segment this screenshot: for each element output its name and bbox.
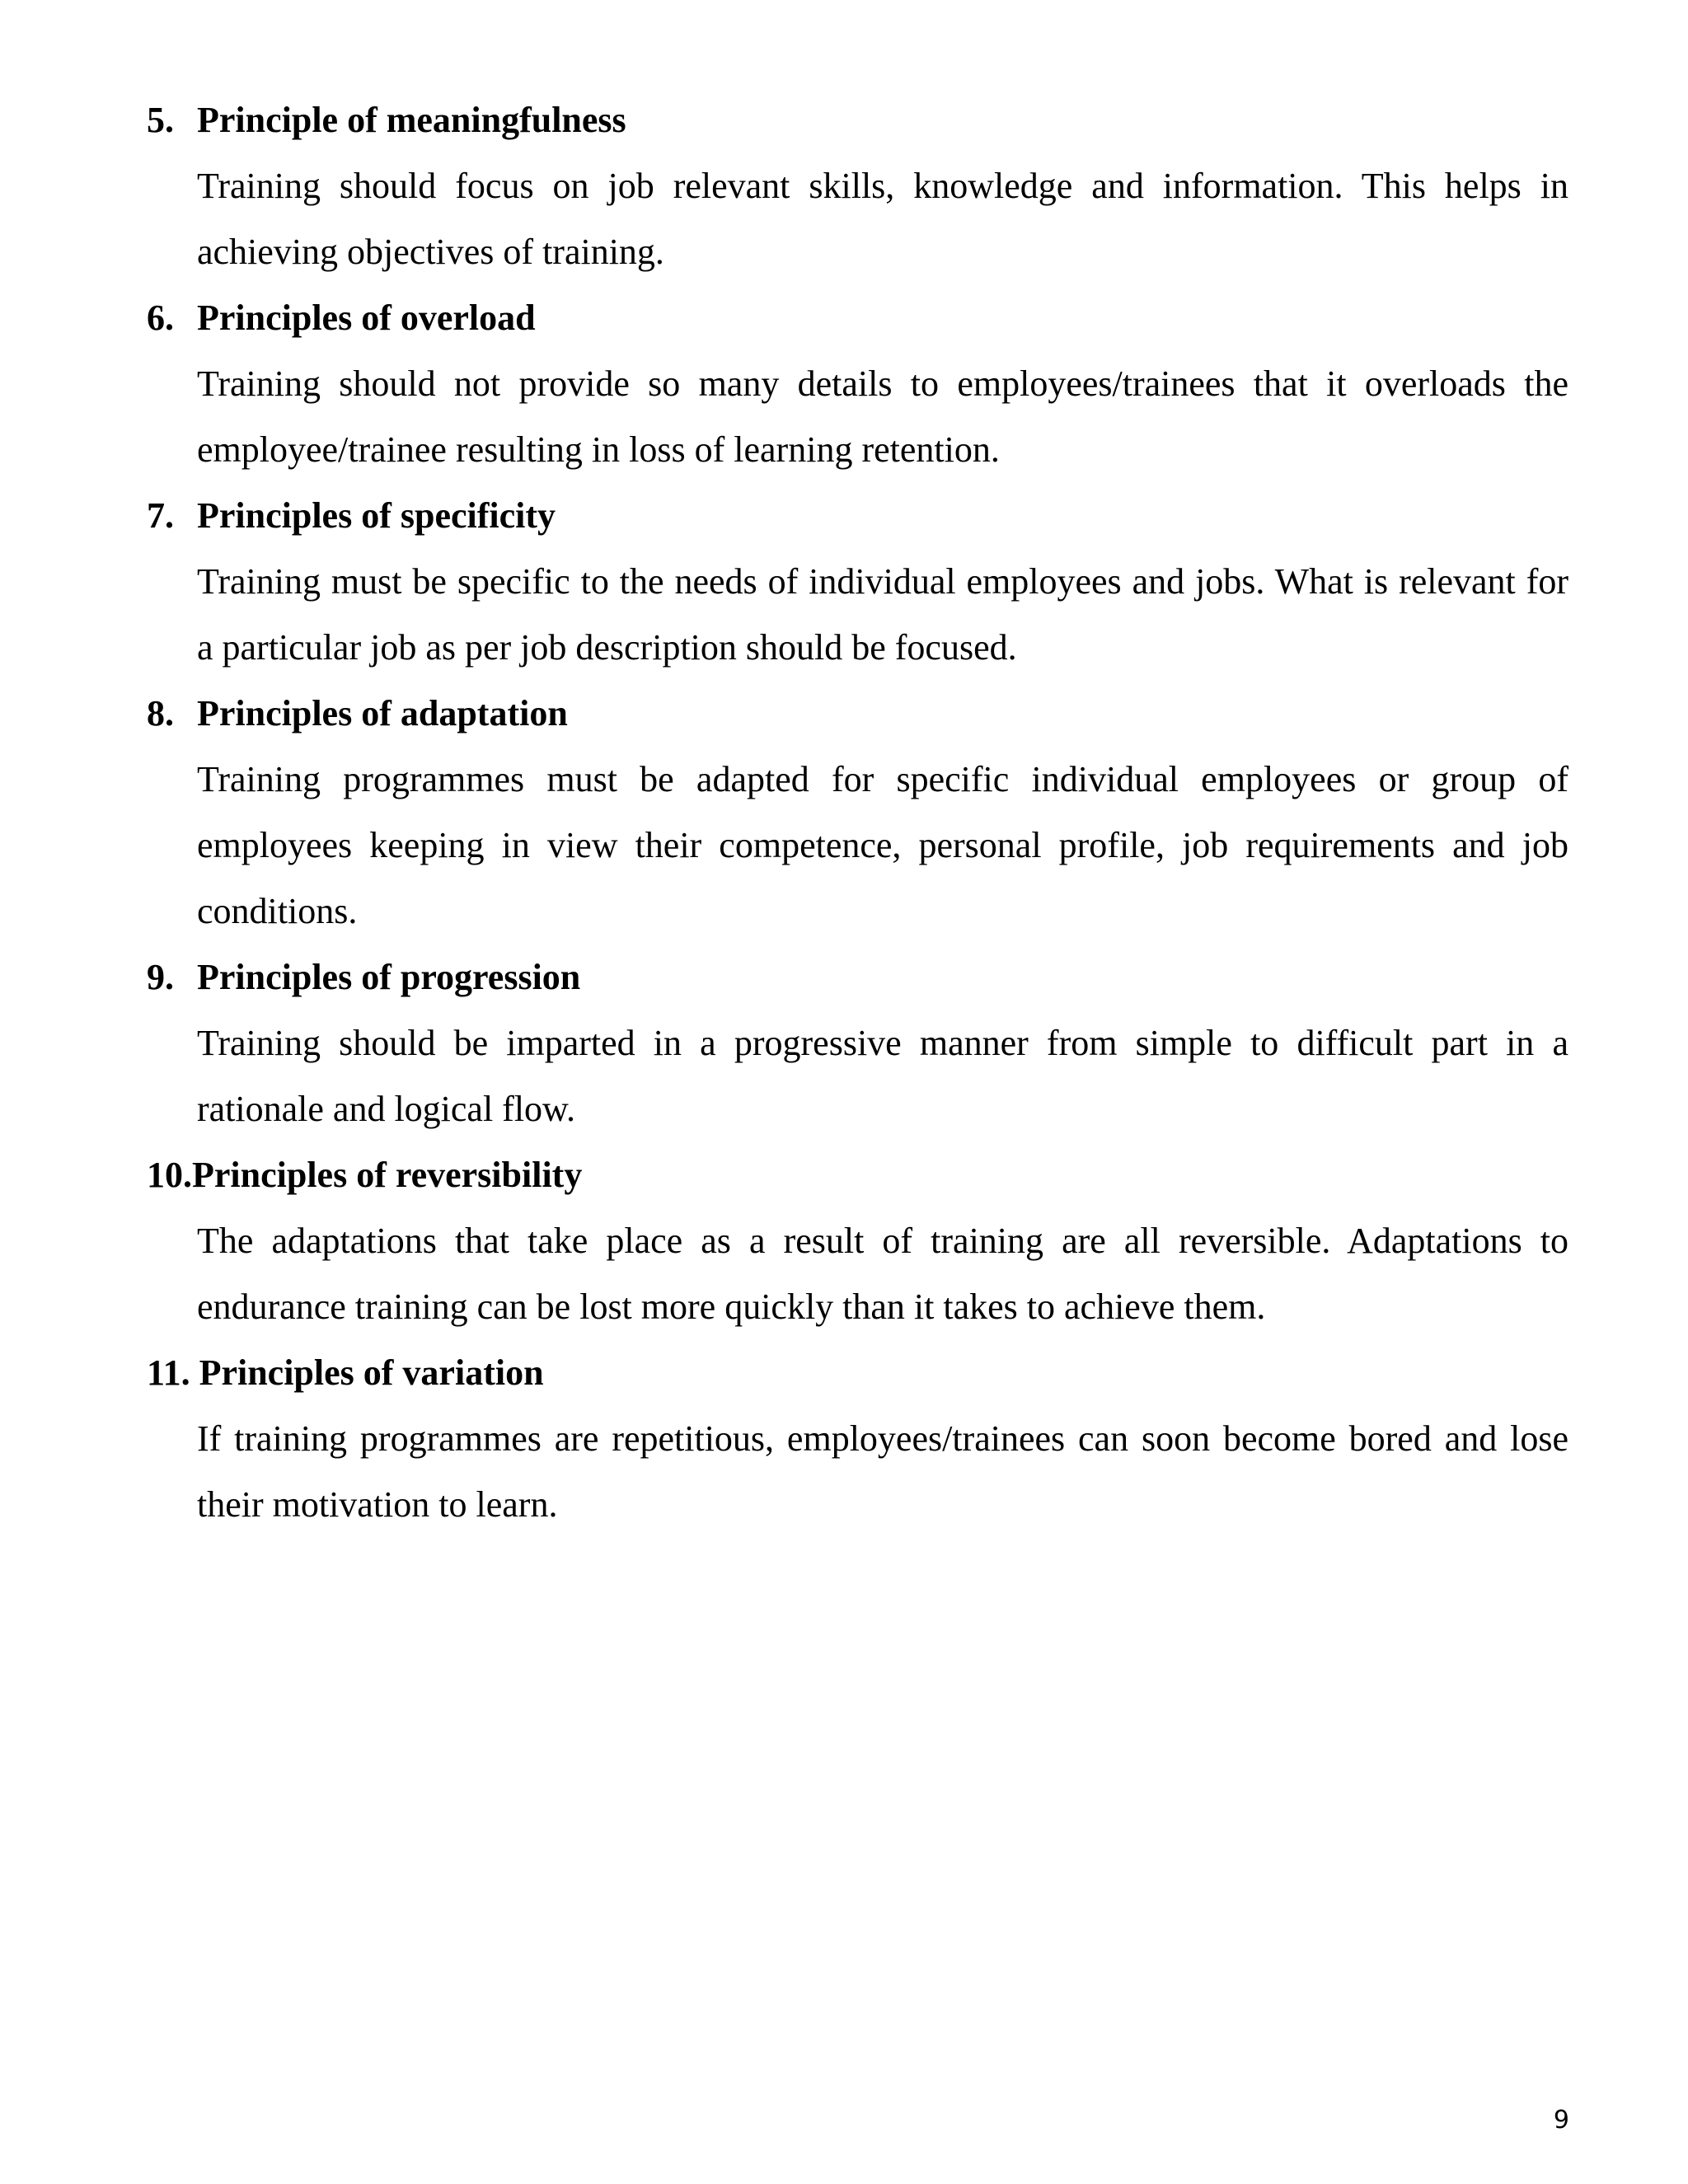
section-heading xyxy=(147,944,580,1010)
section-heading xyxy=(147,1340,544,1406)
section-number: 10. xyxy=(147,1155,192,1195)
section-body: Training should not provide so many details to employees/trainees that it overloads the employee/trainee resulting in loss of learning retention. xyxy=(197,363,1568,470)
section-number: 6. xyxy=(147,298,174,338)
section-body: Training should focus on job relevant skills, knowledge and information. This helps in achieving objectives of training. xyxy=(197,166,1568,272)
page-number: 9 xyxy=(1553,2106,1569,2135)
section-title: Principles of overload xyxy=(197,298,536,338)
section-title: Principles of reversibility xyxy=(192,1155,583,1195)
section-body: If training programmes are repetitious, employees/trainees can soon become bored and lose their motivation to learn. xyxy=(197,1418,1568,1525)
section-heading xyxy=(147,483,556,549)
section-number: 9. xyxy=(147,957,174,997)
section-heading xyxy=(147,87,626,153)
section-body: Training should be imparted in a progressive manner from simple to difficult part in a rationale and logical flow. xyxy=(197,1023,1568,1129)
section-body: Training must be specific to the needs of individual employees and jobs. What is relevant for a particular job as per job description should be focused. xyxy=(197,561,1568,668)
section-number: 8. xyxy=(147,693,174,733)
section-title: Principles of progression xyxy=(197,957,581,997)
section-title: Principles of specificity xyxy=(197,495,556,536)
section-number: 11. xyxy=(147,1352,190,1393)
section-body: The adaptations that take place as a result of training are all reversible. Adaptations to endurance training can be lost more quickly than it takes to achieve them. xyxy=(197,1221,1568,1327)
section-heading xyxy=(147,285,536,351)
section-number: 7. xyxy=(147,495,174,536)
section-number: 5. xyxy=(147,100,174,140)
section-title: Principles of adaptation xyxy=(197,693,568,733)
section-heading xyxy=(147,681,568,747)
section-heading xyxy=(147,1142,582,1208)
section-title: Principle of meaningfulness xyxy=(197,100,626,140)
section-body: Training programmes must be adapted for specific individual employees or group of employees keeping in view their competence, personal profile, job requirements and job conditions. xyxy=(197,759,1568,931)
section-title: Principles of variation xyxy=(199,1352,544,1393)
